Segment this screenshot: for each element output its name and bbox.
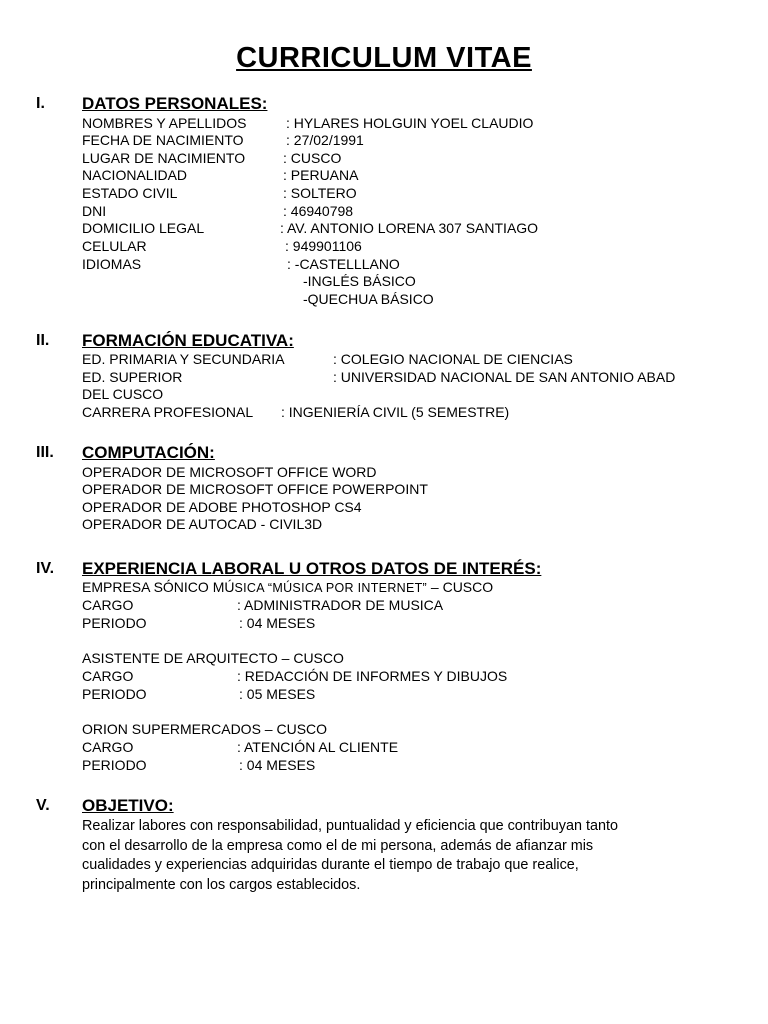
row-value: : 46940798 bbox=[283, 203, 354, 219]
company-name: EMPRESA SÓNICO MÚ bbox=[82, 579, 235, 595]
objective-paragraph bbox=[82, 817, 702, 895]
paragraph-line: con el desarrollo de la empresa como el de mi persona, además de afianzar mis bbox=[82, 837, 594, 854]
row-label: ED. PRIMARIA Y SECUNDARIA bbox=[82, 351, 285, 367]
row-value: : HYLARES HOLGUIN YOEL CLAUDIO bbox=[286, 115, 534, 131]
personal-row bbox=[82, 115, 534, 132]
row-label: CARRERA PROFESIONAL bbox=[82, 404, 254, 420]
job-row bbox=[82, 615, 316, 632]
row-label: DEL CUSCO bbox=[82, 386, 164, 402]
row-value: : UNIVERSIDAD NACIONAL DE SAN ANTONIO ABAD bbox=[333, 369, 676, 385]
computing-item: OPERADOR DE AUTOCAD - CIVIL3D bbox=[82, 516, 323, 532]
personal-row bbox=[82, 256, 400, 273]
section-number-education: II. bbox=[36, 332, 50, 349]
personal-row bbox=[82, 185, 357, 202]
computing-item: OPERADOR DE MICROSOFT OFFICE WORD bbox=[82, 464, 377, 480]
section-heading-education: FORMACIÓN EDUCATIVA: bbox=[82, 331, 294, 350]
row-value: : SOLTERO bbox=[283, 185, 357, 201]
education-row bbox=[82, 404, 510, 421]
row-label: PERIODO bbox=[82, 686, 147, 702]
row-value: : PERUANA bbox=[283, 167, 359, 183]
section-number-personal: I. bbox=[36, 95, 45, 112]
language-item: -QUECHUA BÁSICO bbox=[303, 291, 434, 307]
education-row bbox=[82, 369, 676, 386]
row-label: CARGO bbox=[82, 739, 134, 755]
job-row bbox=[82, 739, 399, 756]
row-value: : 949901106 bbox=[285, 238, 362, 254]
computing-item: OPERADOR DE ADOBE PHOTOSHOP CS4 bbox=[82, 499, 362, 515]
section-number-experience: IV. bbox=[36, 560, 55, 577]
personal-row bbox=[82, 203, 354, 220]
section-heading-objective: OBJETIVO: bbox=[82, 796, 174, 815]
row-label: CELULAR bbox=[82, 238, 147, 254]
row-value: : ATENCIÓN AL CLIENTE bbox=[237, 739, 399, 755]
education-row bbox=[82, 351, 573, 368]
section-number-objective: V. bbox=[36, 797, 50, 814]
row-label: DNI bbox=[82, 203, 107, 219]
company-name-small: SICA “MÚSICA POR INTERNET” bbox=[234, 581, 428, 595]
row-label: PERIODO bbox=[82, 757, 147, 773]
job-row bbox=[82, 668, 508, 685]
job-company: ASISTENTE DE ARQUITECTO – CUSCO bbox=[82, 650, 344, 666]
paragraph-line: cualidades y experiencias adquiridas durante el tiempo de trabajo que realice, bbox=[82, 857, 579, 873]
personal-row bbox=[82, 167, 359, 184]
row-label: NOMBRES Y APELLIDOS bbox=[82, 115, 247, 131]
row-label: CARGO bbox=[82, 668, 134, 684]
row-label: NACIONALIDAD bbox=[82, 167, 188, 183]
job-row bbox=[82, 757, 316, 774]
job-row bbox=[82, 686, 316, 703]
education-row bbox=[82, 386, 163, 403]
row-value: : ADMINISTRADOR DE MUSICA bbox=[237, 597, 444, 613]
personal-row bbox=[82, 220, 539, 237]
row-value: : INGENIERÍA CIVIL (5 SEMESTRE) bbox=[281, 404, 510, 420]
row-label: LUGAR DE NACIMIENTO bbox=[82, 150, 246, 166]
row-label: DOMICILIO LEGAL bbox=[82, 220, 205, 236]
row-value: : CUSCO bbox=[283, 150, 342, 166]
job-row bbox=[82, 597, 444, 614]
row-label: IDIOMAS bbox=[82, 256, 142, 272]
row-value: : -CASTELLLANO bbox=[287, 256, 400, 272]
row-label: ED. SUPERIOR bbox=[82, 369, 183, 385]
row-label: ESTADO CIVIL bbox=[82, 185, 178, 201]
row-value: : REDACCIÓN DE INFORMES Y DIBUJOS bbox=[237, 668, 508, 684]
company-location: – CUSCO bbox=[427, 579, 494, 595]
row-label: CARGO bbox=[82, 597, 134, 613]
row-value: : 04 MESES bbox=[239, 615, 316, 631]
row-label: FECHA DE NACIMIENTO bbox=[82, 132, 244, 148]
job-company bbox=[82, 579, 493, 597]
row-value: : 04 MESES bbox=[239, 757, 316, 773]
language-item: -INGLÉS BÁSICO bbox=[303, 273, 416, 289]
document-title: CURRICULUM VITAE bbox=[236, 42, 532, 74]
row-label: PERIODO bbox=[82, 615, 147, 631]
job-company: ORION SUPERMERCADOS – CUSCO bbox=[82, 721, 328, 737]
section-number-computing: III. bbox=[36, 444, 54, 461]
personal-row bbox=[82, 132, 364, 149]
row-value: : 27/02/1991 bbox=[286, 132, 364, 148]
section-heading-personal: DATOS PERSONALES: bbox=[82, 94, 268, 113]
personal-row bbox=[82, 238, 362, 255]
row-value: : 05 MESES bbox=[239, 686, 316, 702]
section-heading-computing: COMPUTACIÓN: bbox=[82, 443, 215, 462]
paragraph-line: Realizar labores con responsabilidad, puntualidad y eficiencia que contribuyan tanto bbox=[82, 818, 618, 834]
computing-item: OPERADOR DE MICROSOFT OFFICE POWERPOINT bbox=[82, 481, 428, 497]
row-value: : AV. ANTONIO LORENA 307 SANTIAGO bbox=[280, 220, 539, 236]
row-value: : COLEGIO NACIONAL DE CIENCIAS bbox=[333, 351, 573, 367]
section-heading-experience: EXPERIENCIA LABORAL U OTROS DATOS DE INTERÉS: bbox=[82, 559, 542, 578]
personal-row bbox=[82, 150, 342, 167]
paragraph-line: principalmente con los cargos establecidos. bbox=[82, 876, 361, 893]
